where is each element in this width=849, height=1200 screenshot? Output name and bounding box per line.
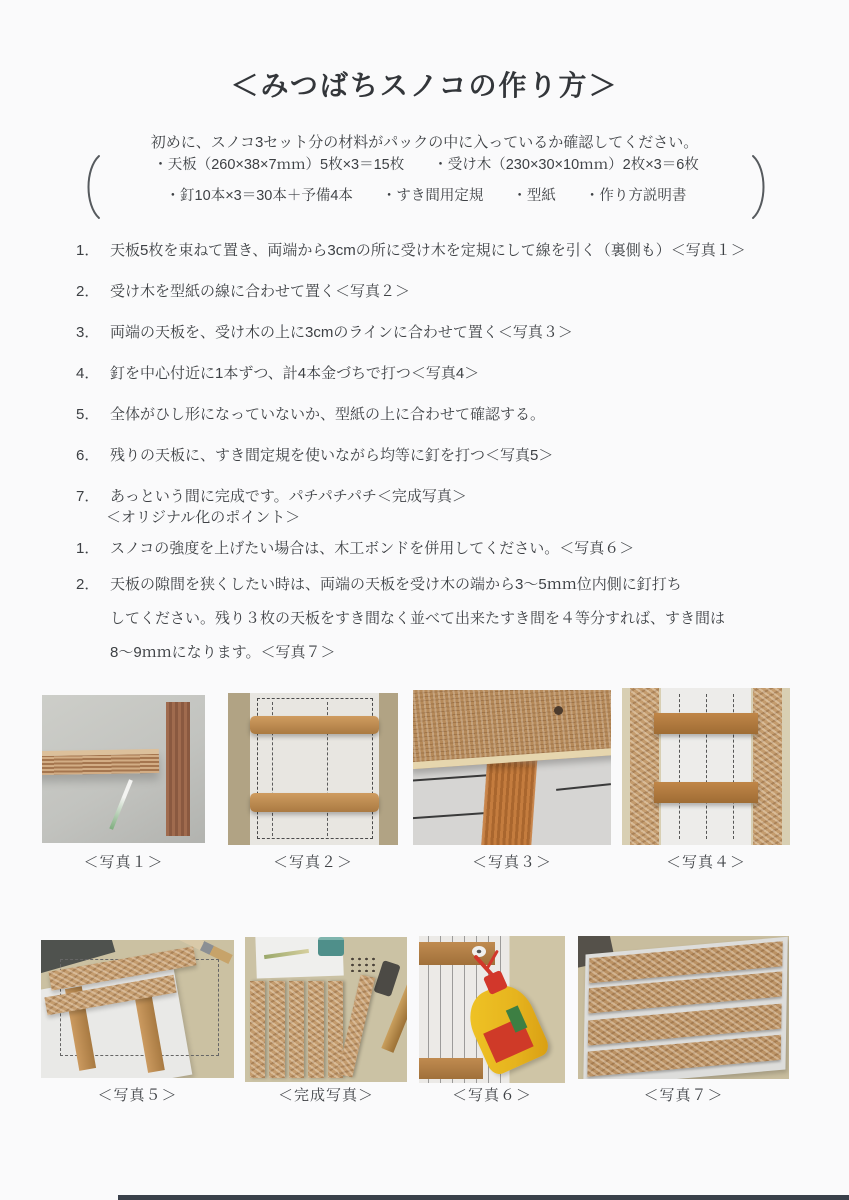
- end-board: [753, 688, 782, 845]
- step-number: 2．: [76, 283, 100, 300]
- caption-finished-photo: ＜完成写真＞: [277, 1087, 374, 1104]
- point-number: 2．: [76, 576, 100, 593]
- materials-list: [84, 150, 768, 224]
- support-bar: [654, 782, 758, 802]
- points-section-header: ＜オリジナル化のポイント＞: [106, 509, 301, 526]
- step-text: 受け木を型紙の線に合わせて置く＜写真２＞: [110, 283, 411, 300]
- nail-hole: [554, 706, 563, 715]
- step-number: 1．: [76, 242, 100, 259]
- support-bar: [419, 1058, 483, 1079]
- caption-photo-6: ＜写真６＞: [451, 1087, 532, 1104]
- photo-7-narrow-gap-sunoko: [578, 936, 789, 1079]
- template-line: [413, 774, 488, 782]
- support-bar: [250, 716, 379, 734]
- step-6: [76, 447, 836, 465]
- step-number: 5．: [76, 406, 100, 423]
- point-2: [76, 576, 725, 662]
- top-board: [413, 690, 611, 769]
- measuring-tape: [318, 937, 344, 956]
- ruler-board: [166, 702, 190, 835]
- caption-photo-1: ＜写真１＞: [83, 854, 164, 871]
- support-bar: [654, 713, 758, 733]
- step-3: [76, 324, 836, 342]
- caption-photo-4: ＜写真４＞: [665, 854, 746, 871]
- slat: [269, 981, 284, 1078]
- point-text: スノコの強度を上げたい場合は、木工ボンドを併用してください。＜写真６＞: [110, 540, 635, 557]
- step-5: [76, 406, 836, 424]
- caption-photo-7: ＜写真７＞: [643, 1087, 724, 1104]
- point-number: 1．: [76, 540, 100, 557]
- step-text: あっという間に完成です。パチパチパチ＜完成写真＞: [110, 488, 467, 505]
- point-text-line-1: 天板の隙間を狭くしたい時は、両端の天板を受け木の端から3～5ｍｍ位内側に釘打ち: [110, 576, 682, 593]
- photo-2-supports-on-template: [228, 693, 398, 845]
- scan-edge-artifact: [118, 1195, 849, 1200]
- materials-line-1: ・天板（260×38×7ｍｍ）5枚×3＝15枚 ・受け木（230×30×10ｍｍ）2枚×3＝6枚: [153, 157, 699, 173]
- step-text: 釘を中心付近に1本ずつ、計4本金づちで打つ＜写真4＞: [110, 365, 480, 382]
- end-board: [630, 688, 659, 845]
- caption-photo-5: ＜写真５＞: [97, 1087, 178, 1104]
- step-number: 7．: [76, 488, 100, 505]
- table-edge: [379, 693, 398, 845]
- point-1: [76, 540, 634, 558]
- table-edge: [228, 693, 250, 845]
- point-text-line-3: 8～9ｍｍになります。＜写真７＞: [110, 644, 336, 661]
- step-1: [76, 242, 836, 260]
- caption-photo-2: ＜写真２＞: [272, 854, 353, 871]
- slat: [250, 981, 265, 1078]
- caption-photo-3: ＜写真３＞: [471, 854, 552, 871]
- photo-6-wood-glue: [419, 936, 565, 1083]
- support-bar: [481, 757, 537, 845]
- photo-1-marking-boards: [42, 695, 205, 843]
- step-4: [76, 365, 836, 383]
- page-title: ＜みつばちスノコの作り方＞: [230, 70, 619, 101]
- step-text: 両端の天板を、受け木の上に3cmのラインに合わせて置く＜写真３＞: [110, 324, 573, 341]
- step-7: [76, 488, 836, 506]
- nails: [349, 956, 378, 972]
- step-text: 残りの天板に、すき間定規を使いながら均等に釘を打つ＜写真5＞: [110, 447, 554, 464]
- step-text: 全体がひし形になっていないか、型紙の上に合わせて確認する。: [110, 406, 546, 423]
- step-number: 4．: [76, 365, 100, 382]
- support-bar: [250, 793, 379, 811]
- photo-4-nailed-frame: [622, 688, 790, 845]
- sunoko-base: [584, 937, 788, 1079]
- intro-text: 初めに、スノコ3セット分の材料がパックの中に入っているか確認してください。: [150, 134, 699, 151]
- slat: [337, 974, 375, 1076]
- materials-line-2: ・釘10本×3＝30本＋予備4本 ・すき間用定規 ・型紙 ・作り方説明書: [165, 188, 687, 204]
- photo-5-nailing-remaining-boards: [41, 940, 234, 1078]
- point-text-line-2: してください。残り３枚の天板をすき間なく並べて出来たすき間を４等分すれば、すき間は: [110, 610, 726, 627]
- pencil: [109, 779, 133, 830]
- left-bracket: [80, 153, 102, 221]
- step-2: [76, 283, 836, 301]
- photo-finished-sunoko: [245, 937, 407, 1082]
- step-number: 6．: [76, 447, 100, 464]
- photo-3-aligning-end-board: [413, 690, 611, 845]
- steps-list: [76, 242, 836, 529]
- step-number: 3．: [76, 324, 100, 341]
- slat: [289, 981, 304, 1078]
- step-text: 天板5枚を束ねて置き、両端から3cmの所に受け木を定規にして線を引く（裏側も）＜写真１＞: [110, 242, 746, 259]
- slat: [308, 981, 323, 1078]
- right-bracket: [750, 153, 772, 221]
- template-line: [556, 783, 611, 791]
- stacked-boards: [42, 749, 160, 775]
